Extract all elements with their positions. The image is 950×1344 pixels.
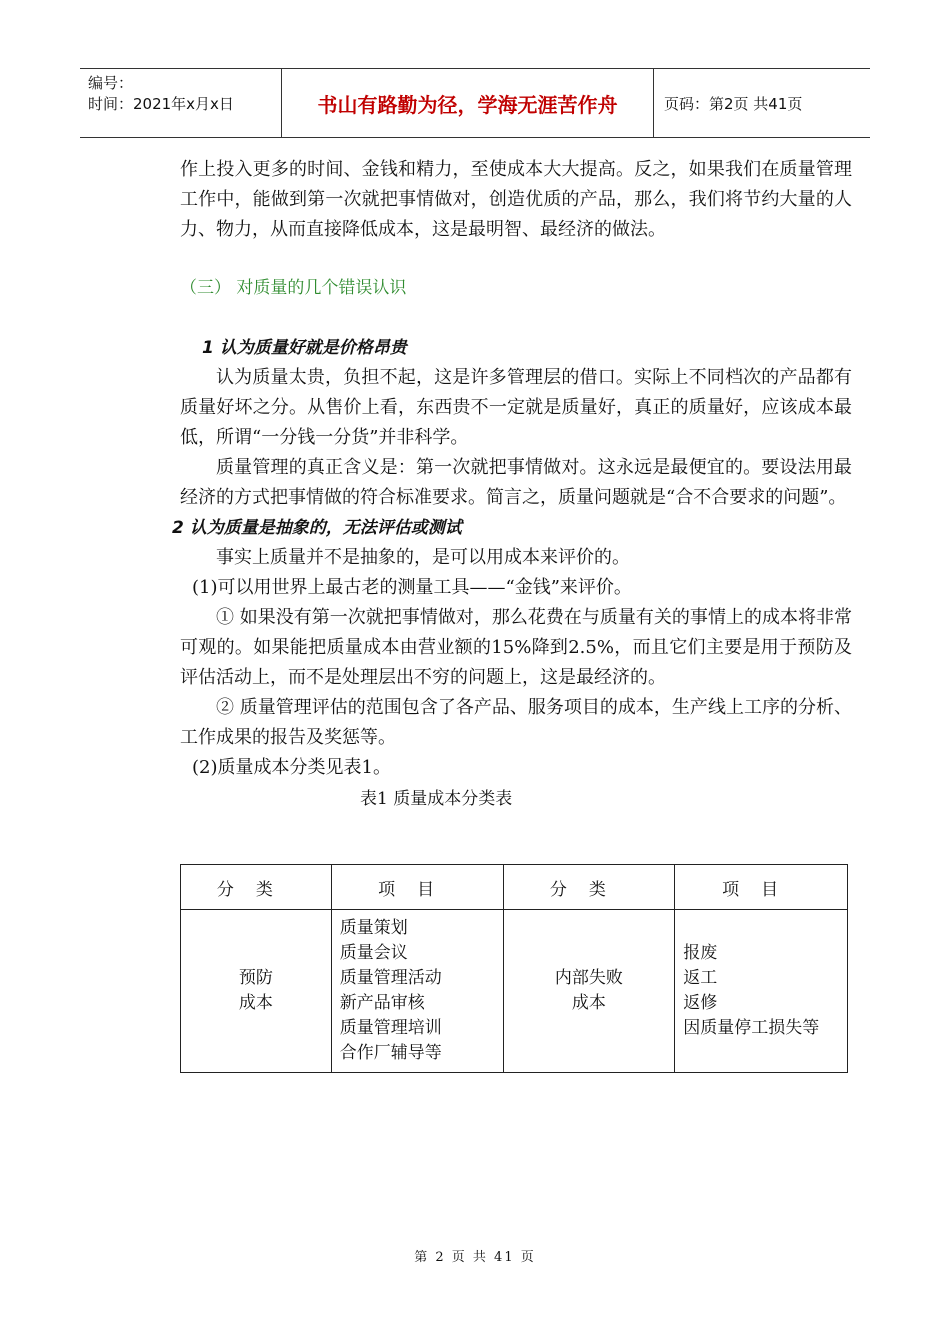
item-line: 质量管理活动: [339, 968, 442, 988]
item-line: 因质量停工损失等: [683, 1018, 820, 1038]
item-line: 质量策划: [339, 918, 408, 938]
list-item-2: (2)质量成本分类见表1。: [192, 757, 391, 778]
items-internal-failure-cost: [675, 910, 848, 1073]
item-line: 返修: [683, 993, 718, 1013]
page-footer: 第 2 页 共 41 页: [414, 1250, 536, 1265]
subsection-1-paragraph-1: 认为质量太贵，负担不起，这是许多管理层的借口。实际上不同档次的产品都有质量好坏之分。从售价上看，东西贵不一定就是质量好，真正的质量好，应该成本最低，所谓“一分钱一分货”并非科学。: [180, 367, 852, 448]
header-page-info: 页码：第2页 共41页: [664, 94, 803, 113]
category-prevention-cost: [181, 910, 332, 1073]
items-prevention-cost: [331, 910, 503, 1073]
quality-cost-table: [180, 864, 848, 1073]
category-line: 成本: [238, 993, 273, 1013]
category-line: 成本: [571, 993, 606, 1013]
subsection-2-title: 2 认为质量是抽象的，无法评估或测试: [172, 518, 462, 538]
table-row: [181, 910, 848, 1073]
table-header-row: [181, 865, 848, 910]
subsection-1-paragraph-2: 质量管理的真正含义是：第一次就把事情做对。这永远是最便宜的。要设法用最经济的方式把事情做的符合标准要求。简言之，质量问题就是“合不合要求的问题”。: [180, 457, 852, 508]
list-item-1a: ① 如果没有第一次就把事情做对，那么花费在与质量有关的事情上的成本将非常可观的。如果能把质量成本由营业额的15%降到2.5%，而且它们主要是用于预防及评估活动上，而不是处理层出不穷的问题上，这是最经济的。: [180, 607, 852, 688]
category-line: 内部失败: [554, 968, 623, 988]
table-header-items-1: 项目: [331, 865, 503, 910]
table-header-category-2: 分类: [503, 865, 675, 910]
subsection-1-title: 1 认为质量好就是价格昂贵: [202, 338, 407, 358]
item-line: 质量管理培训: [339, 1018, 442, 1038]
item-line: 新产品审核: [339, 993, 425, 1013]
date-label: 时间：2021年x月x日: [88, 95, 234, 113]
header-meta: [80, 69, 282, 137]
table-header-items-2: 项目: [675, 865, 848, 910]
item-line: 报废: [683, 943, 718, 963]
list-item-1b: ② 质量管理评估的范围包含了各产品、服务项目的成本，生产线上工序的分析、工作成果的报告及奖惩等。: [180, 697, 852, 748]
item-line: 返工: [683, 968, 718, 988]
table-header-category-1: 分类: [181, 865, 332, 910]
page-header: [80, 68, 870, 138]
number-label: 编号：: [88, 74, 134, 92]
subsection-2-paragraph-1: 事实上质量并不是抽象的，是可以用成本来评价的。: [216, 547, 630, 568]
item-line: 质量会议: [339, 943, 408, 963]
list-item-1: (1)可以用世界上最古老的测量工具——“金钱”来评价。: [192, 577, 632, 598]
category-line: 预防: [238, 968, 273, 988]
intro-paragraph: 作上投入更多的时间、金钱和精力，至使成本大大提高。反之，如果我们在质量管理工作中，能做到第一次就把事情做对，创造优质的产品，那么，我们将节约大量的人力、物力，从而直接降低成本，这是最明智、最经济的做法。: [180, 159, 852, 240]
header-motto: 书山有路勤为径，学海无涯苦作舟: [282, 69, 654, 137]
document-body: [172, 155, 852, 813]
section-title: （三） 对质量的几个错误认识: [180, 278, 407, 298]
table-caption: 表1 质量成本分类表: [360, 789, 513, 809]
category-internal-failure-cost: [503, 910, 675, 1073]
item-line: 合作厂辅导等: [339, 1043, 442, 1063]
